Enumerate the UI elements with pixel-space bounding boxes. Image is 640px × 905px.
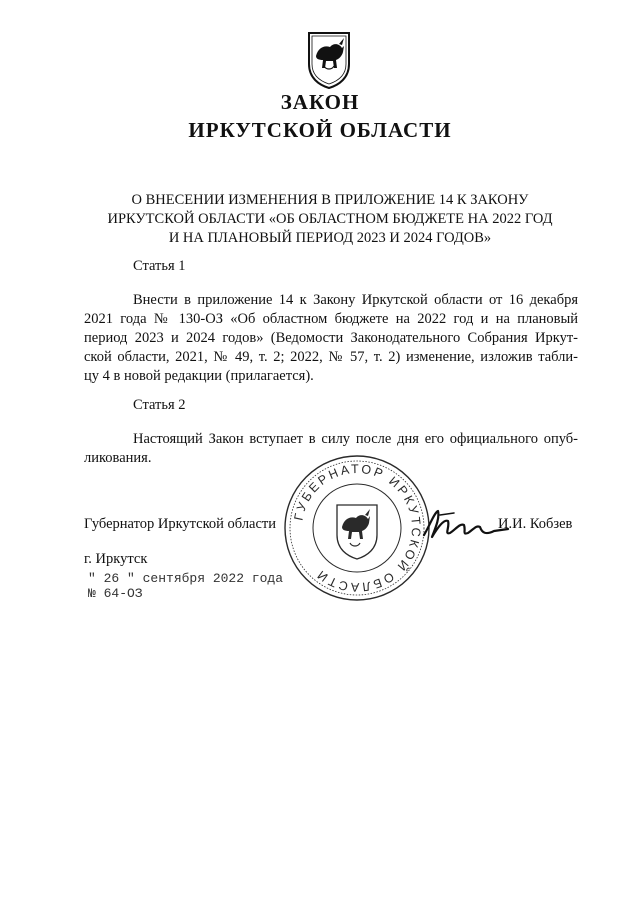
article-1-line: период 2023 и 2024 годов» (Ведомости Законодательного Собрания Иркут-	[84, 330, 578, 346]
article-1-line: ской области, 2021, № 49, т. 2; 2022, № 57, т. 2) изменение, изложив табли-	[84, 349, 578, 365]
article-1-label: Статья 1	[133, 258, 186, 274]
coat-of-arms-icon	[306, 30, 352, 90]
article-1-text	[84, 291, 578, 386]
registration-stamp	[88, 571, 283, 601]
signatory-title: Губернатор Иркутской области	[84, 516, 277, 532]
seal-emblem-icon	[337, 505, 377, 559]
article-2-line: ликования.	[84, 450, 152, 466]
document-title-region: ИРКУТСКОЙ ОБЛАСТИ	[188, 118, 452, 142]
article-2-label: Статья 2	[133, 397, 186, 413]
law-heading-line: ИРКУТСКОЙ ОБЛАСТИ «ОБ ОБЛАСТНОМ БЮДЖЕТЕ НА 2022 ГОД	[107, 211, 553, 227]
registration-number: № 64-ОЗ	[88, 586, 143, 601]
seal-ring-text: ГУБЕРНАТОР ИРКУТСКОЙ ОБЛАСТИ	[291, 461, 424, 595]
article-2-line: Настоящий Закон вступает в силу после дня его официального опуб-	[133, 431, 578, 447]
document-title: ЗАКОН	[280, 90, 360, 114]
registration-date: " 26 " сентября 2022 года	[88, 571, 284, 586]
signatory-name: И.И. Кобзев	[498, 516, 573, 532]
signing-city: г. Иркутск	[84, 551, 148, 567]
handwritten-signature	[420, 505, 510, 545]
article-1-line: цу 4 в новой редакции (прилагается).	[84, 368, 314, 384]
law-heading-line: И НА ПЛАНОВЫЙ ПЕРИОД 2023 И 2024 ГОДОВ»	[168, 230, 492, 246]
law-heading	[90, 191, 570, 248]
article-1-line: 2021 года № 130-ОЗ «Об областном бюджете на 2022 год и на плановый	[84, 311, 578, 327]
official-seal	[282, 453, 432, 603]
law-heading-line: О ВНЕСЕНИИ ИЗМЕНЕНИЯ В ПРИЛОЖЕНИЕ 14 К ЗАКОНУ	[131, 192, 529, 208]
article-1-line: Внести в приложение 14 к Закону Иркутской области от 16 декабря	[133, 292, 578, 308]
